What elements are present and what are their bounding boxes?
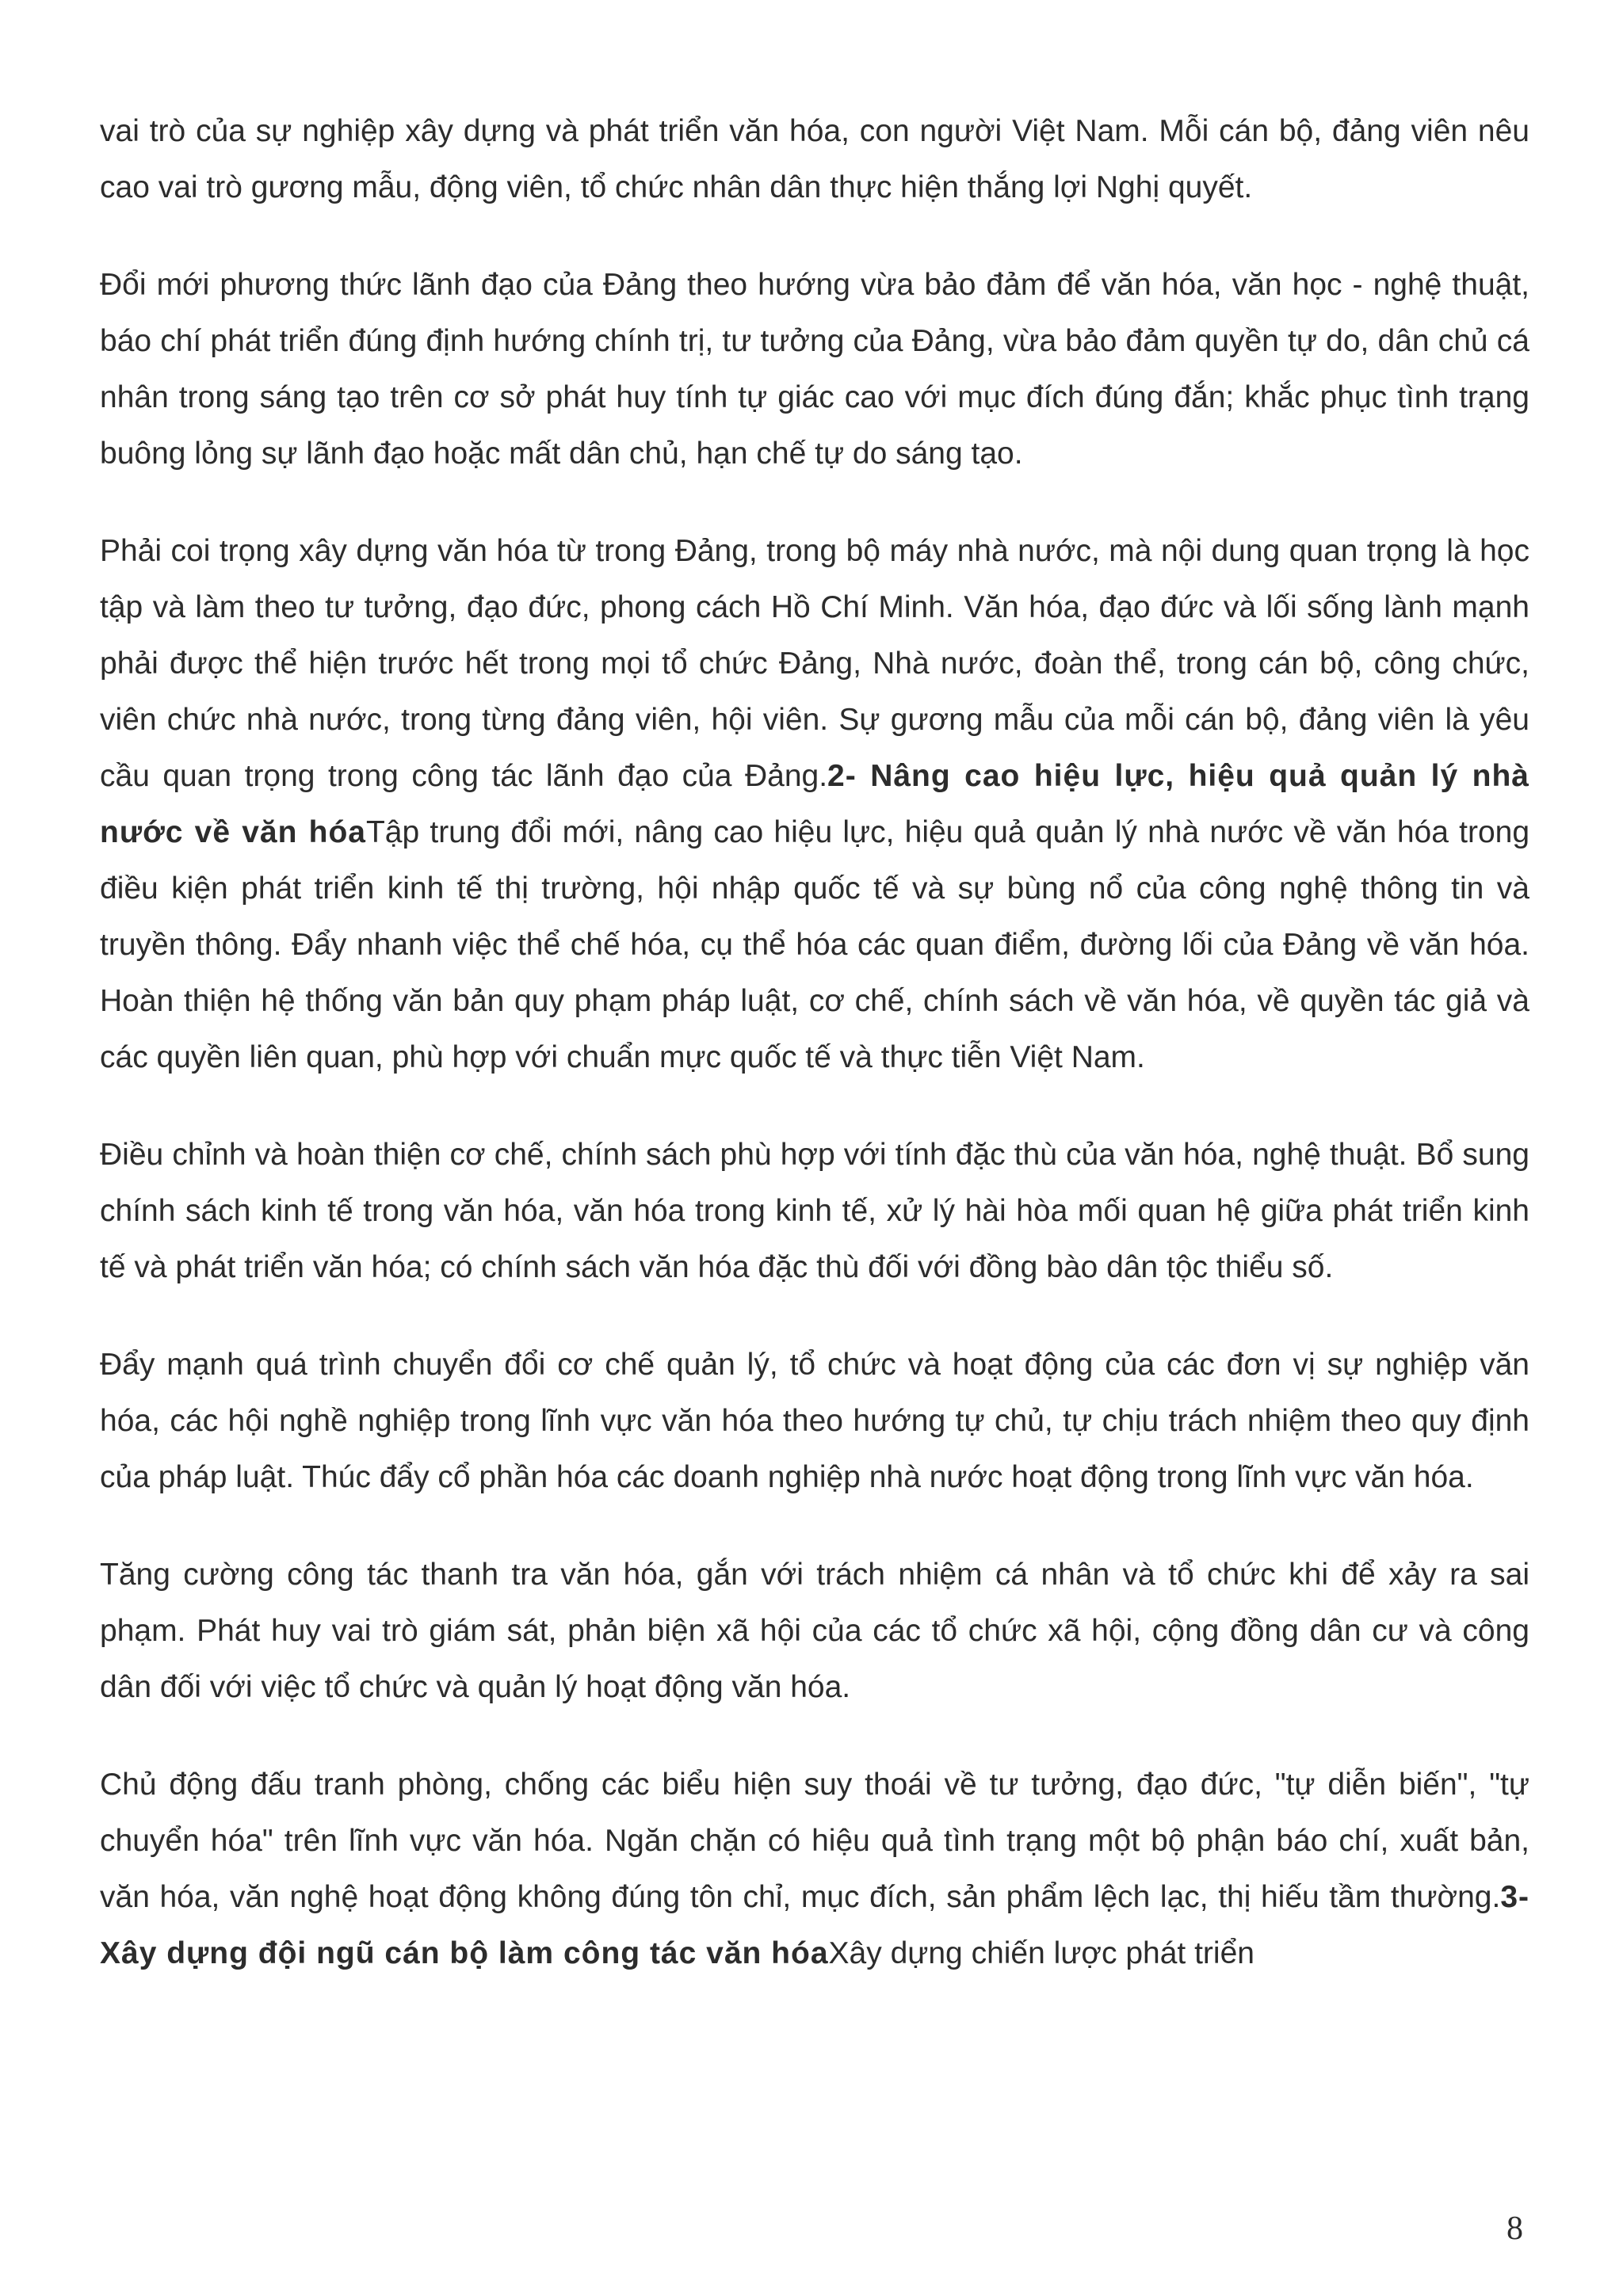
- paragraph-text: Chủ động đấu tranh phòng, chống các biểu hiện suy thoái về tư tưởng, đạo đức, "tự diễn biến", "tự chuyển hóa" trên lĩnh vực văn hóa. Ngăn chặn có hiệu quả tình trạng một bộ phận báo chí, xuất bản, văn hóa, văn nghệ hoạt động không đúng tôn chỉ, mục đích, sản phẩm lệch lạc, thị hiếu tầm thường.: [100, 1768, 1529, 1914]
- paragraph: Đổi mới phương thức lãnh đạo của Đảng theo hướng vừa bảo đảm để văn hóa, văn học - nghệ thuật, báo chí phát triển đúng định hướng chính trị, tư tưởng của Đảng, vừa bảo đảm quyền tự do, dân chủ cá nhân trong sáng tạo trên cơ sở phát huy tính tự giác cao với mục đích đúng đắn; khắc phục tình trạng buông lỏng sự lãnh đạo hoặc mất dân chủ, hạn chế tự do sáng tạo.: [100, 268, 1529, 471]
- paragraph-text: Xây dựng chiến lược phát triển: [828, 1936, 1254, 1970]
- paragraph: Điều chỉnh và hoàn thiện cơ chế, chính sách phù hợp với tính đặc thù của văn hóa, nghệ thuật. Bổ sung chính sách kinh tế trong văn hóa, văn hóa trong kinh tế, xử lý hài hòa mối quan hệ giữa phát triển kinh tế và phát triển văn hóa; có chính sách văn hóa đặc thù đối với đồng bào dân tộc thiểu số.: [100, 1138, 1529, 1284]
- paragraph: [100, 1756, 1529, 1981]
- paragraph: [100, 523, 1529, 1085]
- paragraph-text: Tập trung đổi mới, nâng cao hiệu lực, hiệu quả quản lý nhà nước về văn hóa trong điều kiện phát triển kinh tế thị trường, hội nhập quốc tế và sự bùng nổ của công nghệ thông tin và truyền thông. Đẩy nhanh việc thể chế hóa, cụ thể hóa các quan điểm, đường lối của Đảng về văn hóa. Hoàn thiện hệ thống văn bản quy phạm pháp luật, cơ chế, chính sách về văn hóa, về quyền tác giả và các quyền liên quan, phù hợp với chuẩn mực quốc tế và thực tiễn Việt Nam.: [100, 815, 1530, 1074]
- paragraph-text: Phải coi trọng xây dựng văn hóa từ trong Đảng, trong bộ máy nhà nước, mà nội dung quan trọng là học tập và làm theo tư tưởng, đạo đức, phong cách Hồ Chí Minh. Văn hóa, đạo đức và lối sống lành mạnh phải được thể hiện trước hết trong mọi tổ chức Đảng, Nhà nước, đoàn thể, trong cán bộ, công chức, viên chức nhà nước, trong từng đảng viên, hội viên. Sự gương mẫu của mỗi cán bộ, đảng viên là yêu cầu quan trọng trong công tác lãnh đạo của Đảng.: [100, 534, 1529, 793]
- paragraph: vai trò của sự nghiệp xây dựng và phát triển văn hóa, con người Việt Nam. Mỗi cán bộ, đảng viên nêu cao vai trò gương mẫu, động viên, tổ chức nhân dân thực hiện thắng lợi Nghị quyết.: [100, 114, 1529, 204]
- page-number: 8: [1507, 2210, 1523, 2247]
- section-heading: 2- Nâng cao hiệu lực, hiệu quả quản lý nhà nước về văn hóa: [100, 759, 1529, 849]
- paragraph: Tăng cường công tác thanh tra văn hóa, gắn với trách nhiệm cá nhân và tổ chức khi để xảy ra sai phạm. Phát huy vai trò giám sát, phản biện xã hội của các tổ chức xã hội, cộng đồng dân cư và công dân đối với việc tổ chức và quản lý hoạt động văn hóa.: [100, 1558, 1529, 1704]
- document-body: [100, 103, 1529, 1981]
- section-heading: 3- Xây dựng đội ngũ cán bộ làm công tác văn hóa: [100, 1880, 1529, 1970]
- paragraph: Đẩy mạnh quá trình chuyển đổi cơ chế quản lý, tổ chức và hoạt động của các đơn vị sự nghiệp văn hóa, các hội nghề nghiệp trong lĩnh vực văn hóa theo hướng tự chủ, tự chịu trách nhiệm theo quy định của pháp luật. Thúc đẩy cổ phần hóa các doanh nghiệp nhà nước hoạt động trong lĩnh vực văn hóa.: [100, 1348, 1529, 1494]
